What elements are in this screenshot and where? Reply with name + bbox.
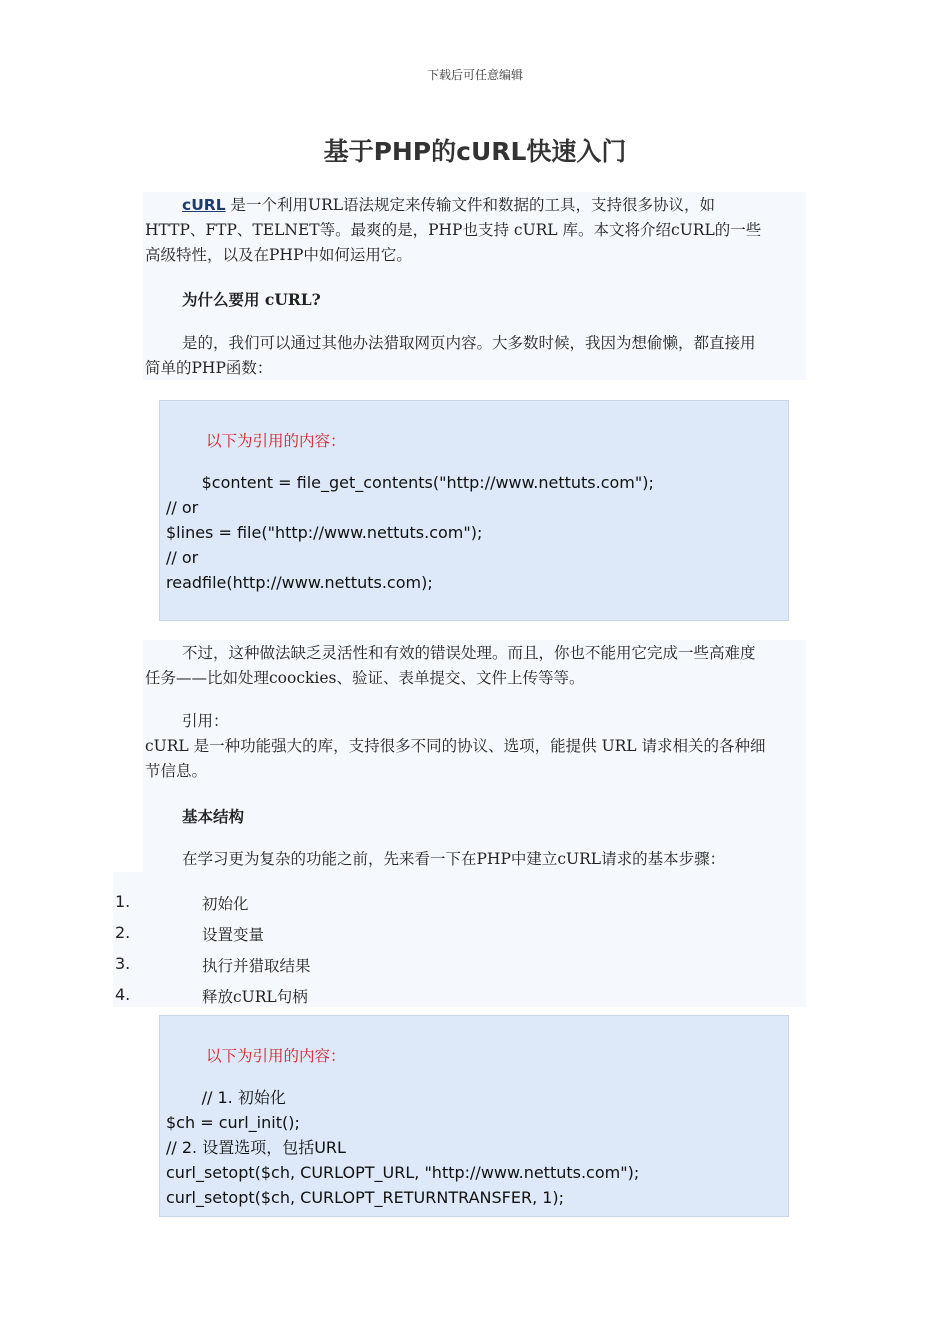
quote-label-1: 以下为引用的内容：: [206, 432, 346, 450]
list-text: 释放cURL句柄: [202, 988, 308, 1006]
list-text: 设置变量: [202, 926, 265, 944]
cite-line-1: cURL 是一种功能强大的库，支持很多不同的协议、选项，能提供 URL 请求相关的各种细: [145, 737, 766, 755]
list-item: [115, 985, 805, 1015]
drawback-paragraph: [145, 641, 807, 691]
quote-box-1: [159, 400, 789, 621]
quote-box-2: [159, 1015, 789, 1217]
list-item: [115, 892, 805, 922]
list-item: [115, 923, 805, 953]
drawback-line-2: 任务——比如处理coockies、验证、表单提交、文件上传等等。: [145, 669, 585, 687]
cite-paragraph: [145, 734, 807, 784]
code-block-1: $content = file_get_contents("http://www.nettuts.com"); // or $lines = file("http://www.nettuts.com"); // or readfile(http://www.nettuts.com);: [166, 473, 654, 592]
drawback-line-1: 不过，这种做法缺乏灵活性和有效的错误处理。而且，你也不能用它完成一些高难度: [182, 644, 756, 662]
intro-paragraph: [145, 193, 807, 268]
list-number: 3.: [115, 954, 131, 973]
intro-line-2: HTTP、FTP、TELNET等。最爽的是，PHP也支持 cURL 库。本文将介绍cURL的一些: [145, 221, 762, 239]
intro-line-3: 高级特性，以及在PHP中如何运用它。: [145, 246, 412, 264]
page-header-note: 下载后可任意编辑: [426, 68, 523, 82]
list-number: 2.: [115, 923, 131, 942]
basic-intro: 在学习更为复杂的功能之前，先来看一下在PHP中建立cURL请求的基本步骤：: [182, 850, 726, 868]
quote-label-2: 以下为引用的内容：: [206, 1047, 346, 1065]
why-line-2: 简单的PHP函数：: [145, 359, 273, 377]
list-item: [115, 954, 805, 984]
code-block-2: // 1. 初始化 $ch = curl_init(); // 2. 设置选项，包括URL curl_setopt($ch, CURLOPT_URL, "http://www.nettuts.com"); curl_setopt($ch, CURLOPT_RETURNTRANSFER, 1);: [166, 1088, 640, 1207]
why-paragraph: [145, 331, 807, 381]
why-line-1: 是的，我们可以通过其他办法猎取网页内容。大多数时候，我因为想偷懒，都直接用: [182, 334, 756, 352]
cite-line-2: 节信息。: [145, 762, 208, 780]
section-heading-basic: 基本结构: [182, 807, 245, 826]
list-text: 执行并猎取结果: [202, 957, 311, 975]
intro-line-1: 是一个利用URL语法规定来传输文件和数据的工具，支持很多协议，如: [225, 196, 716, 214]
list-number: 4.: [115, 985, 131, 1004]
list-number: 1.: [115, 892, 131, 911]
curl-link[interactable]: cURL: [182, 196, 226, 214]
cite-label: 引用：: [182, 712, 229, 730]
page-title: 基于PHP的cURL快速入门: [323, 137, 627, 166]
section-heading-why: 为什么要用 cURL?: [182, 290, 321, 309]
list-text: 初始化: [202, 895, 249, 913]
